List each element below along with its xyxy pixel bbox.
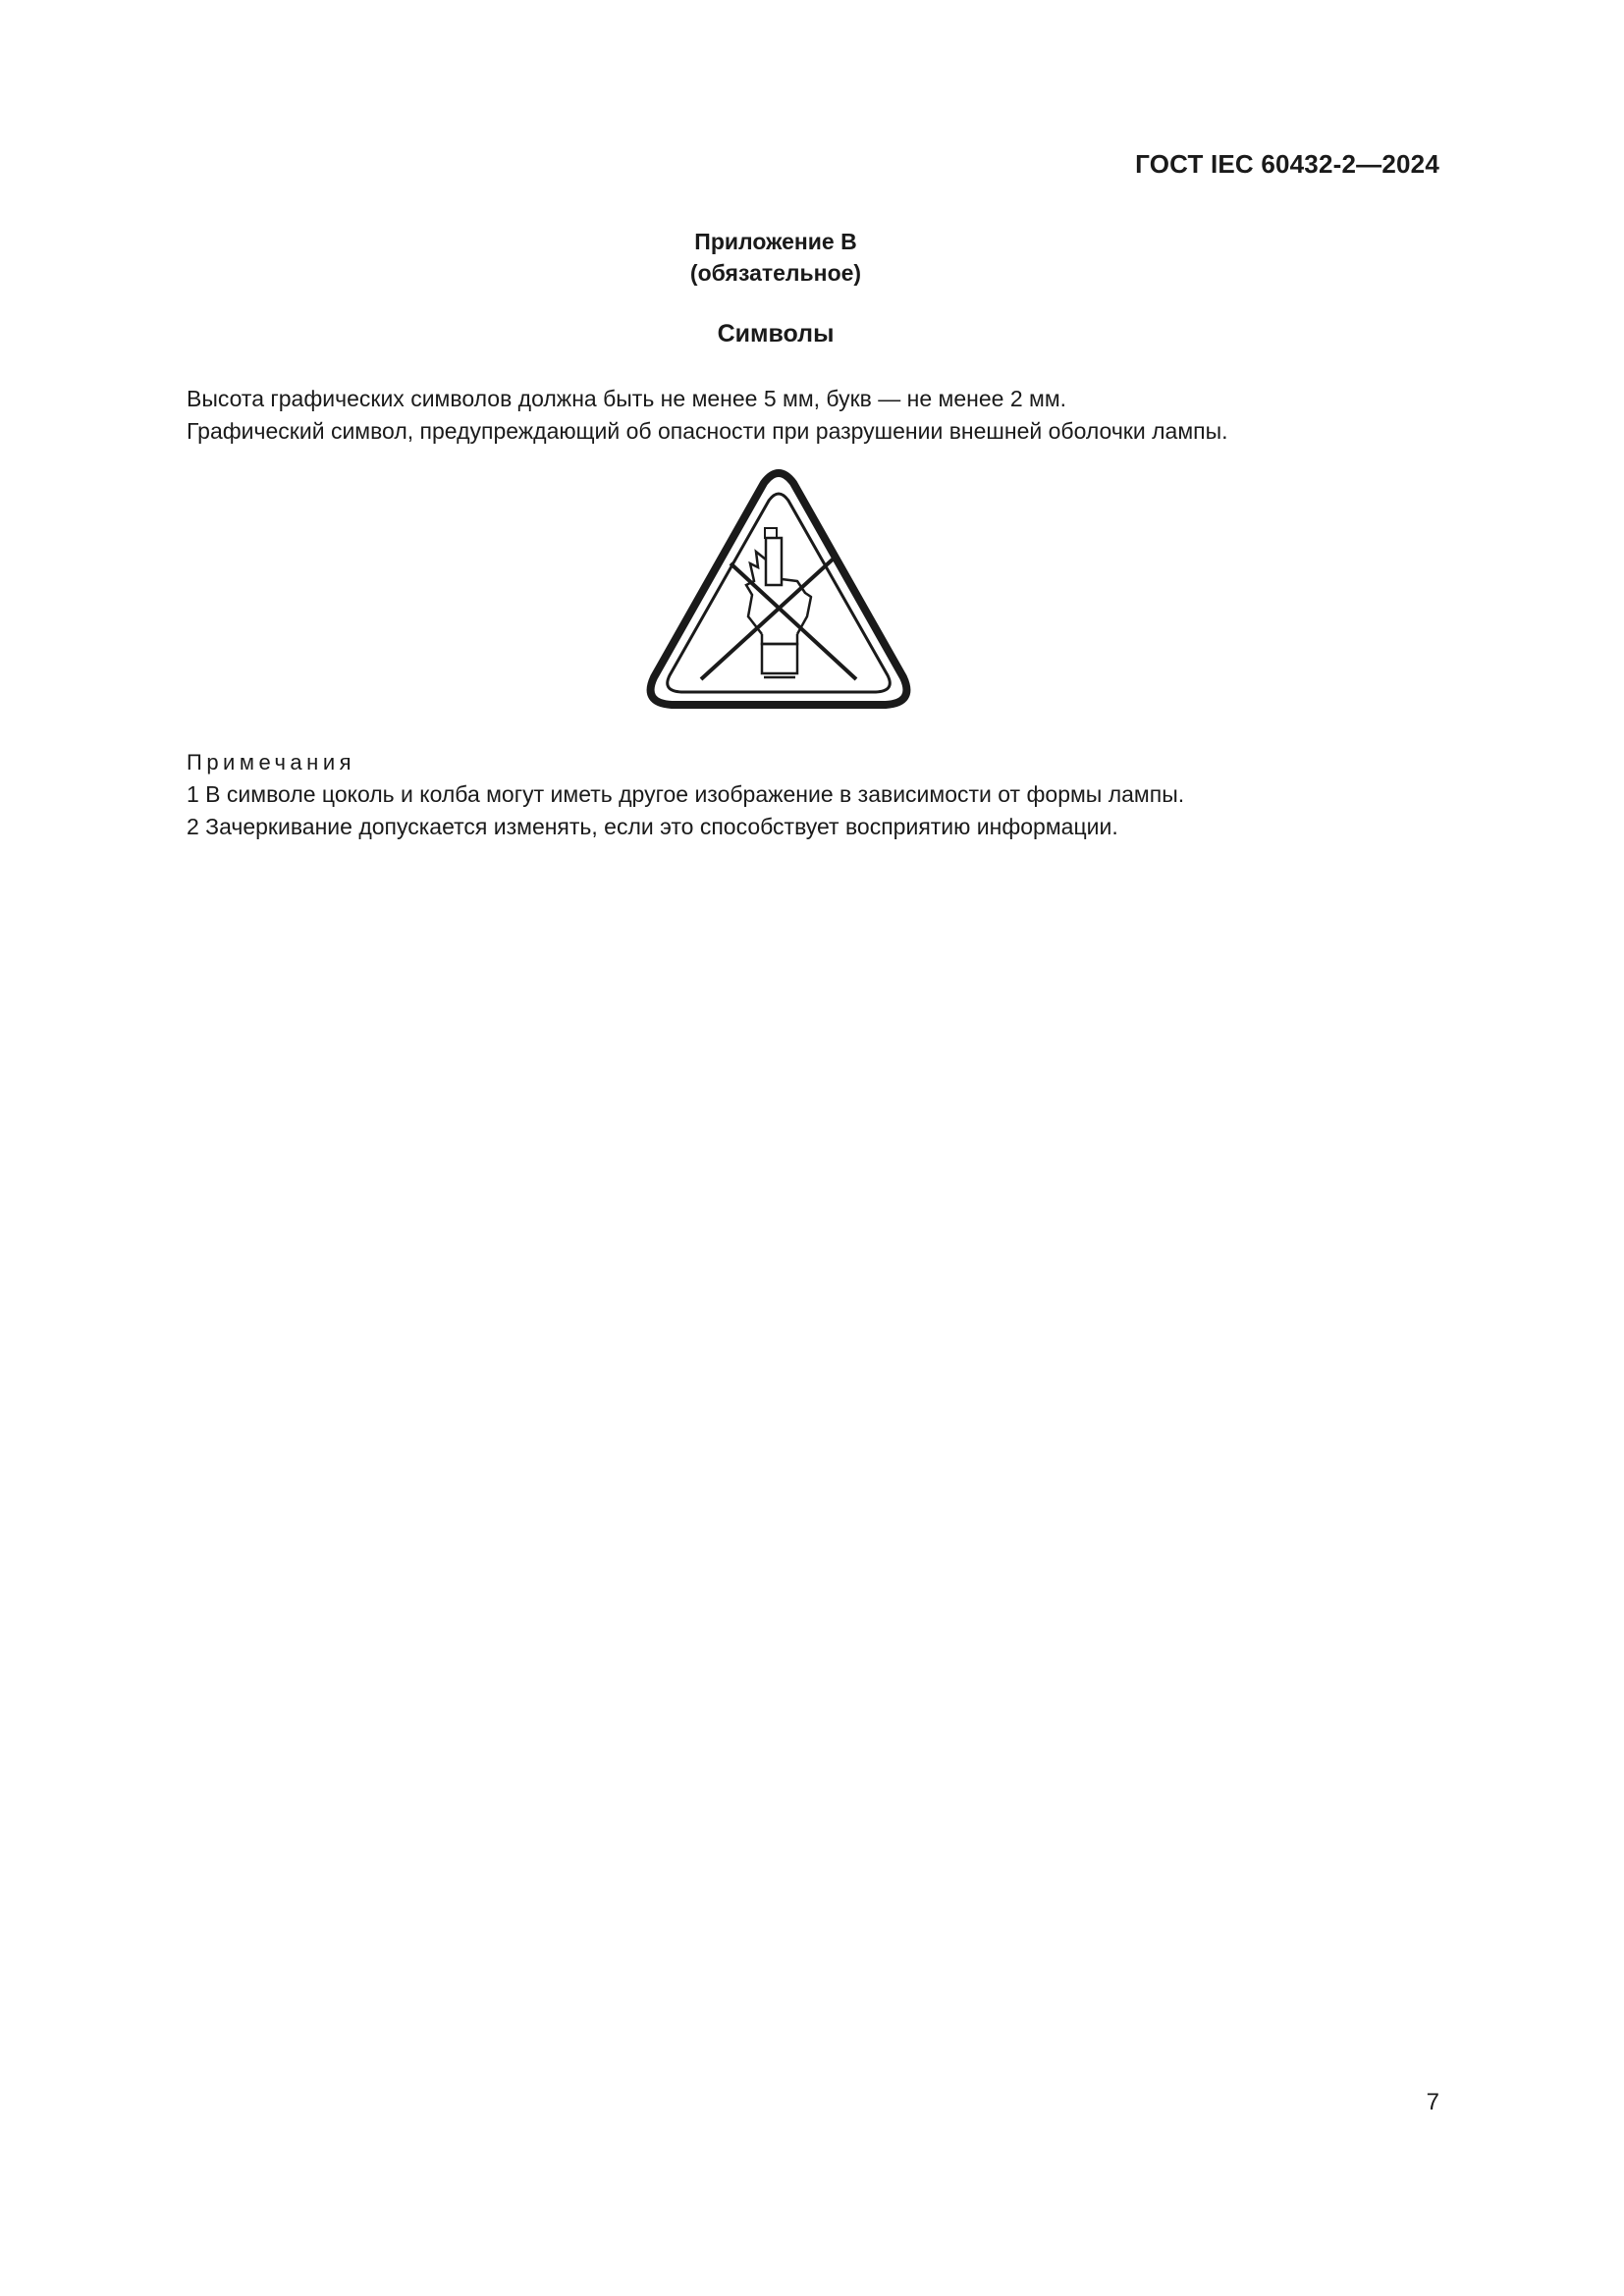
body-paragraph-1: Высота графических символов должна быть не менее 5 мм, букв — не менее 2 мм. bbox=[187, 386, 1067, 411]
appendix-title: Приложение В bbox=[694, 229, 857, 254]
appendix-status: (обязательное) bbox=[689, 260, 862, 286]
appendix-heading bbox=[0, 226, 1551, 289]
document-code: ГОСТ IEC 60432-2—2024 bbox=[1135, 149, 1439, 179]
broken-lamp-warning-triangle-icon bbox=[644, 469, 913, 711]
notes-heading: Примечания bbox=[187, 750, 356, 774]
notes bbox=[187, 746, 1453, 843]
section-title: Символы bbox=[717, 320, 835, 347]
page-number: 7 bbox=[1426, 2089, 1439, 2115]
body-text bbox=[187, 383, 1453, 448]
body-paragraph-2: Графический символ, предупреждающий об опасности при разрушении внешней оболочки лампы. bbox=[187, 418, 1228, 444]
note-item-1: 1 В символе цоколь и колба могут иметь другое изображение в зависимости от формы лампы. bbox=[187, 781, 1185, 807]
note-item-2: 2 Зачеркивание допускается изменять, если это способствует восприятию информации. bbox=[187, 814, 1118, 839]
